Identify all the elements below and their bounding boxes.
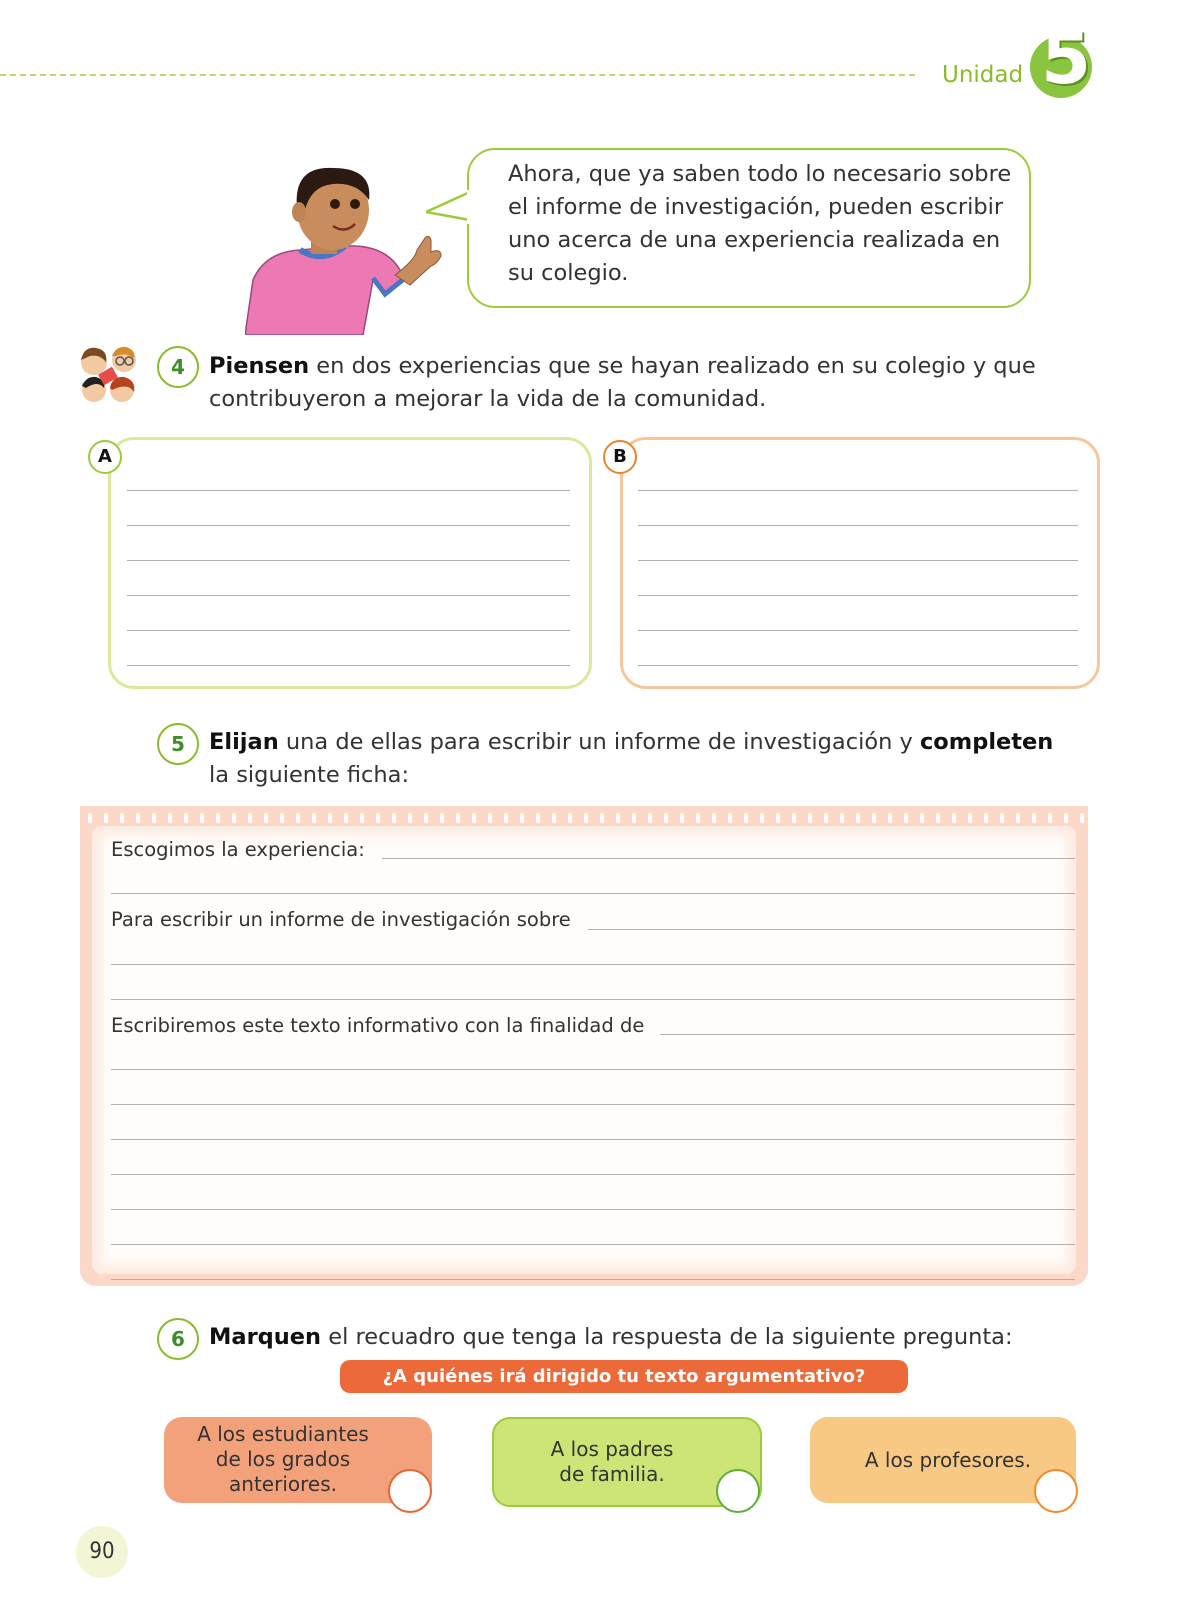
- activity-5-text-1: una de ellas para escribir un informe de investigación y: [278, 729, 920, 755]
- option-teachers-line-1: A los profesores.: [864, 1448, 1032, 1472]
- writing-line[interactable]: [111, 999, 1075, 1000]
- writing-line[interactable]: [111, 1069, 1075, 1070]
- writing-line[interactable]: [638, 665, 1078, 666]
- form-field-purpose-line[interactable]: [660, 1034, 1075, 1035]
- activity-5-number: 5: [157, 723, 199, 765]
- girl-illustration: [245, 160, 455, 335]
- option-parents-checkbox[interactable]: [716, 1469, 760, 1513]
- box-b-label: B: [603, 440, 637, 474]
- group-work-icon: [76, 344, 142, 406]
- option-parents-line-2: de familia.: [559, 1462, 665, 1486]
- writing-line[interactable]: [111, 1209, 1075, 1210]
- question-banner: ¿A quiénes irá dirigido tu texto argumentativo?: [340, 1360, 908, 1393]
- option-students-line-3: anteriores.: [229, 1472, 337, 1496]
- activity-5-text-2: la siguiente ficha:: [209, 762, 410, 788]
- writing-line[interactable]: [638, 630, 1078, 631]
- option-students-checkbox[interactable]: [388, 1469, 432, 1513]
- writing-line[interactable]: [111, 1279, 1075, 1280]
- activity-4-text: en dos experiencias que se hayan realizado en su colegio y que contribuyeron a mejorar la vida de la comunidad.: [209, 353, 1036, 412]
- writing-line[interactable]: [638, 525, 1078, 526]
- activity-5-instruction: [209, 726, 1079, 792]
- option-teachers-checkbox[interactable]: [1034, 1469, 1078, 1513]
- activity-6-instruction: [209, 1321, 1089, 1354]
- writing-line[interactable]: [127, 490, 570, 491]
- writing-line[interactable]: [638, 595, 1078, 596]
- writing-line[interactable]: [127, 630, 570, 631]
- option-parents-text: [494, 1437, 730, 1487]
- writing-line[interactable]: [111, 893, 1075, 894]
- unit-number: 5: [1040, 16, 1092, 100]
- option-students-text: [164, 1422, 402, 1497]
- header-dashed-line: [0, 74, 915, 76]
- activity-4-verb: Piensen: [209, 353, 310, 379]
- notebook-perforation: [80, 806, 1088, 826]
- form-field-topic-line[interactable]: [588, 929, 1075, 930]
- writing-line[interactable]: [638, 560, 1078, 561]
- writing-line[interactable]: [111, 964, 1075, 965]
- writing-line[interactable]: [127, 525, 570, 526]
- form-field-purpose-label: Escribiremos este texto informativo con la finalidad de: [111, 1014, 645, 1037]
- writing-line[interactable]: [111, 1139, 1075, 1140]
- unit-label: Unidad: [942, 62, 1024, 88]
- activity-5-verb-1: Elijan: [209, 729, 279, 755]
- activity-4-number: 4: [157, 346, 199, 388]
- activity-6-verb: Marquen: [209, 1324, 322, 1350]
- writing-line[interactable]: [127, 665, 570, 666]
- form-field-experience-label: Escogimos la experiencia:: [111, 838, 365, 861]
- writing-line[interactable]: [111, 1174, 1075, 1175]
- activity-4-instruction: [209, 350, 1069, 416]
- writing-line[interactable]: [111, 1104, 1075, 1105]
- writing-line[interactable]: [127, 560, 570, 561]
- form-field-topic-label: Para escribir un informe de investigación sobre: [111, 908, 571, 931]
- speech-bubble-text: Ahora, que ya saben todo lo necesario sobre el informe de investigación, pueden escribir uno acerca de una experiencia realizada en su colegio.: [508, 161, 1012, 286]
- option-parents-line-1: A los padres: [550, 1437, 674, 1461]
- speech-bubble-tail: [426, 190, 472, 226]
- option-teachers-text: [840, 1448, 1056, 1473]
- writing-line[interactable]: [127, 595, 570, 596]
- answer-box-b: [620, 437, 1100, 689]
- option-students-line-2: de los grados: [215, 1447, 351, 1471]
- box-a-label: A: [88, 440, 122, 474]
- activity-6-text: el recuadro que tenga la respuesta de la siguiente pregunta:: [321, 1324, 1013, 1350]
- answer-box-a: [108, 437, 592, 689]
- writing-line[interactable]: [111, 1244, 1075, 1245]
- activity-5-verb-2: completen: [919, 729, 1054, 755]
- page-number: 90: [76, 1526, 128, 1578]
- activity-6-number: 6: [157, 1318, 199, 1360]
- form-field-experience-line[interactable]: [382, 858, 1075, 859]
- writing-line[interactable]: [638, 490, 1078, 491]
- option-students-line-1: A los estudiantes: [197, 1422, 369, 1446]
